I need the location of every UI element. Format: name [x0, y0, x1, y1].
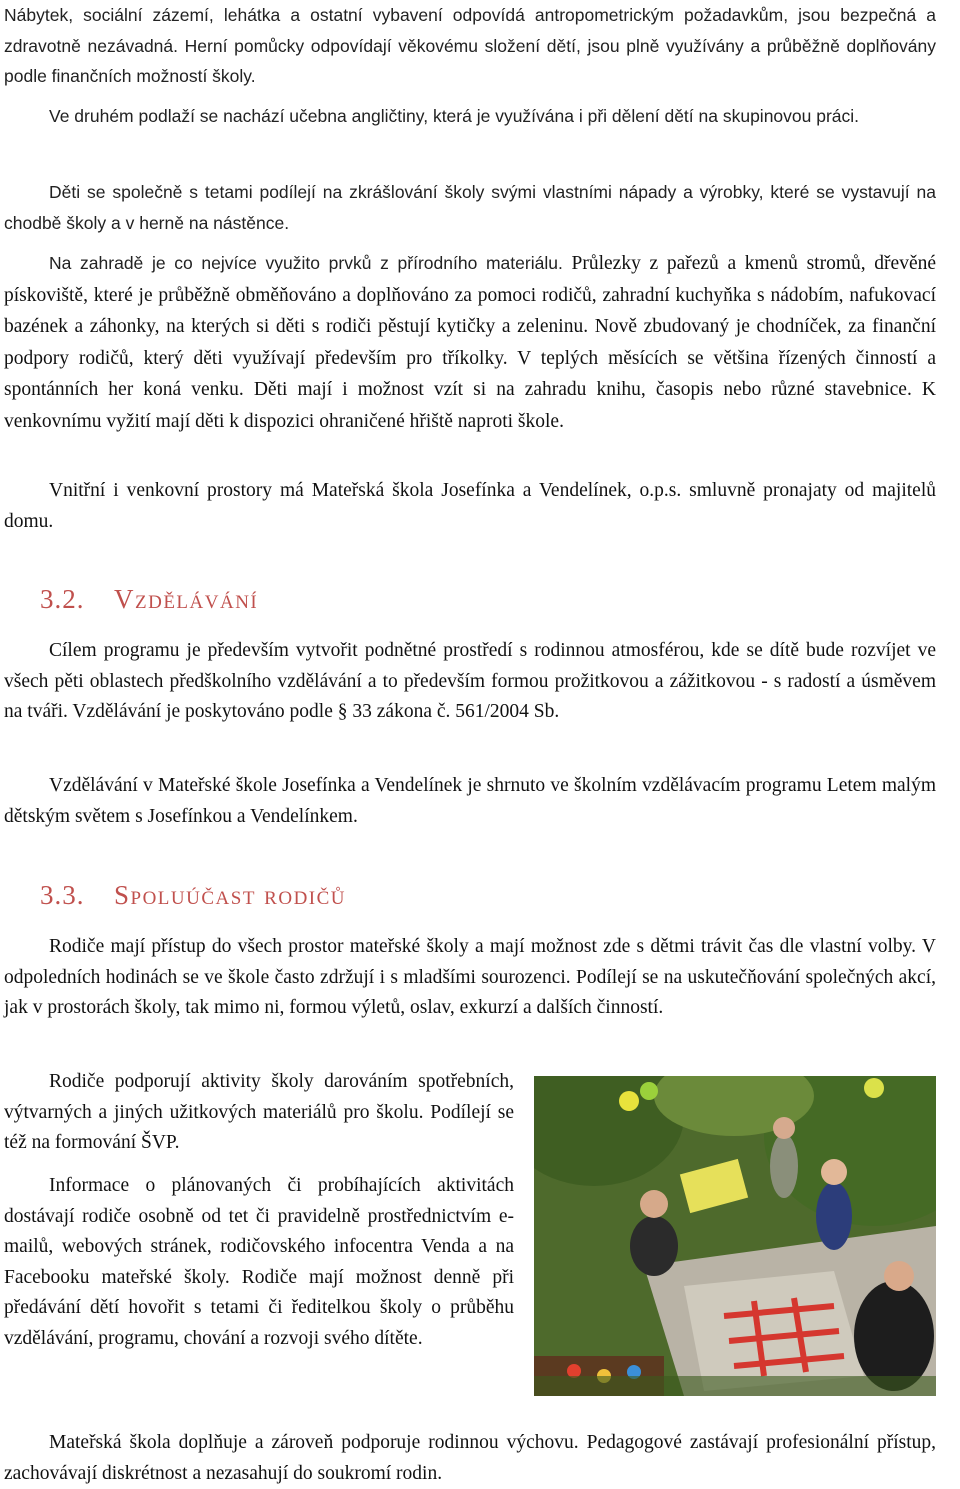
section-heading-3-2 [40, 584, 258, 615]
garden-photo [534, 1076, 936, 1396]
garden-path: Nově zbudovaný je chodníček, za finanční podpory rodičů, který děti využívají především pro tříkolky. V teplých měsících se většina řízených činností a spontánních her koná venku. Děti mají i možnost vzít si na zahradu knihu, časopis nebo různé stavebnice. K venkovnímu vyžití mají děti k dispozici ohraničené hřiště naproti škole. [4, 316, 936, 432]
paragraph-family-support: Mateřská škola doplňuje a zároveň podporuje rodinnou výchovu. Pedagogové zastávají profesionální přístup, zachovávají diskrétnost a nezasahují do soukromí rodin. [4, 1432, 936, 1484]
paragraph-furniture: Nábytek, sociální zázemí, lehátka a ostatní vybavení odpovídá antropometrickým požadavkům, jsou bezpečná a zdravotně nezávadná. Herní pomůcky odpovídají věkovému složení dětí, jsou plně využívány a průběžně doplňovány podle finančních možností školy. [4, 5, 936, 86]
paragraph-parents-access: Rodiče mají přístup do všech prostor mateřské školy a mají možnost zde s dětmi trávit čas dle vlastní volby. V odpoledních hodinách se ve škole často zdržují i s mladšími sourozenci. Podílejí se na uskutečňování společných akcí, jak v prostorách školy, tak mimo ni, formou výletů, oslav, exkurzí a dalších činností. [4, 936, 936, 1019]
section-number: 3.2. [40, 584, 85, 614]
garden-details: Průlezky z pařezů a kmenů stromů, dřevěné pískoviště, které je průběžně obměňováno a doplňováno za pomoci rodičů, zahradní kuchyňka s nádobím, nafukovací bazének a záhonky, na kterých si děti s rodiči pěstují kytičky a zeleninu. [4, 253, 936, 338]
section-heading-3-3 [40, 880, 346, 911]
section-number: 3.3. [40, 880, 85, 910]
paragraph-information: Informace o plánovaných či probíhajících aktivitách dostávají rodiče osobně od tet či pravidelně prostřednictvím e-mailů, webových stránek, rodičovského infocentra Venda a na Facebooku mateřské školy. Rodiče mají možnost denně při předávání dětí hovořit s tetami či ředitelkou školy o průběhu vzdělávání, programu, chování a rozvoji svého dítěte. [4, 1175, 514, 1349]
section-title: Spoluúčast rodičů [114, 880, 347, 910]
paragraph-english-classroom: Ve druhém podlaží se nachází učebna angličtiny, která je využívána i při dělení dětí na skupinovou práci. [49, 106, 860, 126]
paragraph-garden [4, 248, 936, 438]
paragraph-parents-support: Rodiče podporují aktivity školy darováním spotřebních, výtvarných a jiných užitkových materiálů pro školu. Podílejí se též na formování ŠVP. [4, 1071, 514, 1154]
paragraph-program-goal: Cílem programu je především vytvořit podnětné prostředí s rodinnou atmosférou, kde se dítě bude rozvíjet ve všech pěti oblastech předškolního vzdělávání a to především formou prožitkovou a zážitkovou - s radostí a úsměvem na tváři. Vzdělávání je poskytováno podle § 33 zákona č. 561/2004 Sb. [4, 640, 936, 723]
paragraph-decoration: Děti se společně s tetami podílejí na zkrášlování školy svými vlastními nápady a výrobky, které se vystavují na chodbě školy a v herně na nástěnce. [4, 182, 936, 233]
garden-intro: Na zahradě je co nejvíce využito prvků z přírodního materiálu. [49, 253, 563, 273]
paragraph-premises: Vnitřní i venkovní prostory má Mateřská škola Josefínka a Vendelínek, o.p.s. smluvně pronajaty od majitelů domu. [4, 480, 936, 532]
section-title: Vzdělávání [114, 584, 259, 614]
paragraph-svp: Vzdělávání v Mateřské škole Josefínka a Vendelínek je shrnuto ve školním vzdělávacím programu Letem malým dětským světem s Josefínkou a Vendelínkem. [4, 775, 936, 827]
garden-photo-illustration [534, 1076, 936, 1396]
